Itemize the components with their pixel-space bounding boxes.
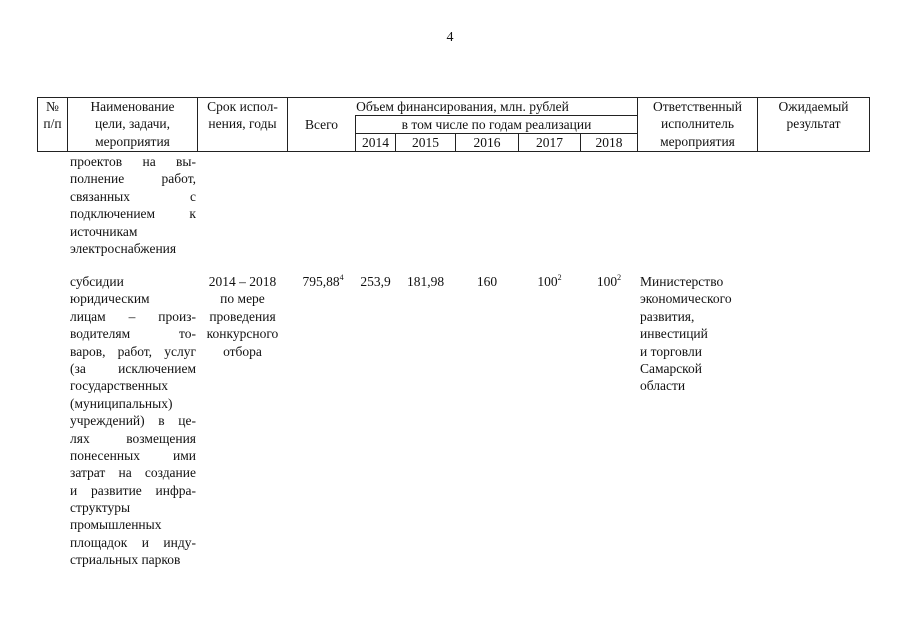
row-total-footnote: 4 xyxy=(339,273,344,282)
header-col-executor: Ответственный исполнитель мероприятия xyxy=(653,99,742,149)
header-bottom-border xyxy=(37,151,869,152)
row-2018-footnote: 2 xyxy=(617,273,622,282)
header-year-2018: 2018 xyxy=(595,135,623,150)
header-col-name: Наименование цели, задачи, мероприятия xyxy=(90,99,175,149)
row-2017 xyxy=(518,273,581,290)
header-col-by-years: в том числе по годам реализации xyxy=(401,117,592,132)
row-total-value: 795,88 xyxy=(302,274,340,289)
header-col-finance: Объем финансирования, млн. рублей xyxy=(356,99,569,114)
header-year-2015: 2015 xyxy=(412,135,439,150)
row-2017-value: 100 xyxy=(537,274,558,289)
continued-row-name: проектов на вы- полнение работ, связанных с подключением к источникам электроснабжения xyxy=(70,154,196,256)
row-2015: 181,98 xyxy=(406,274,445,289)
row-2018-value: 100 xyxy=(596,274,618,289)
row-2016: 160 xyxy=(476,274,498,289)
header-col-term: Срок испол- нения, годы xyxy=(207,99,278,132)
page-number: 4 xyxy=(446,30,454,45)
header-col-result: Ожидаемый результат xyxy=(778,99,849,132)
row-term: 2014 – 2018 по мере проведения конкурсного отбора xyxy=(206,274,279,359)
header-year-2016: 2016 xyxy=(473,135,501,150)
row-total xyxy=(290,273,356,290)
row-2017-footnote: 2 xyxy=(557,273,562,282)
header-col-number: № п/п xyxy=(43,99,62,132)
row-executor: Министерство экономического развития, инвестиций и торговли Самарской области xyxy=(640,274,732,394)
row-2018 xyxy=(580,273,638,290)
row-2014: 253,9 xyxy=(360,274,391,289)
header-col-total: Всего xyxy=(304,117,339,132)
row-name: субсидии юридическим лицам – произ- водителям то- варов, работ, услуг (за исключением государственных (муниципальных) учреждений) в це- лях возмещения понесенных ими затрат на создание и развитие инфра- структуры промышленных площадок и инду- стриальных парков xyxy=(70,274,196,568)
header-year-2017: 2017 xyxy=(536,135,563,150)
header-year-2014: 2014 xyxy=(362,135,389,150)
